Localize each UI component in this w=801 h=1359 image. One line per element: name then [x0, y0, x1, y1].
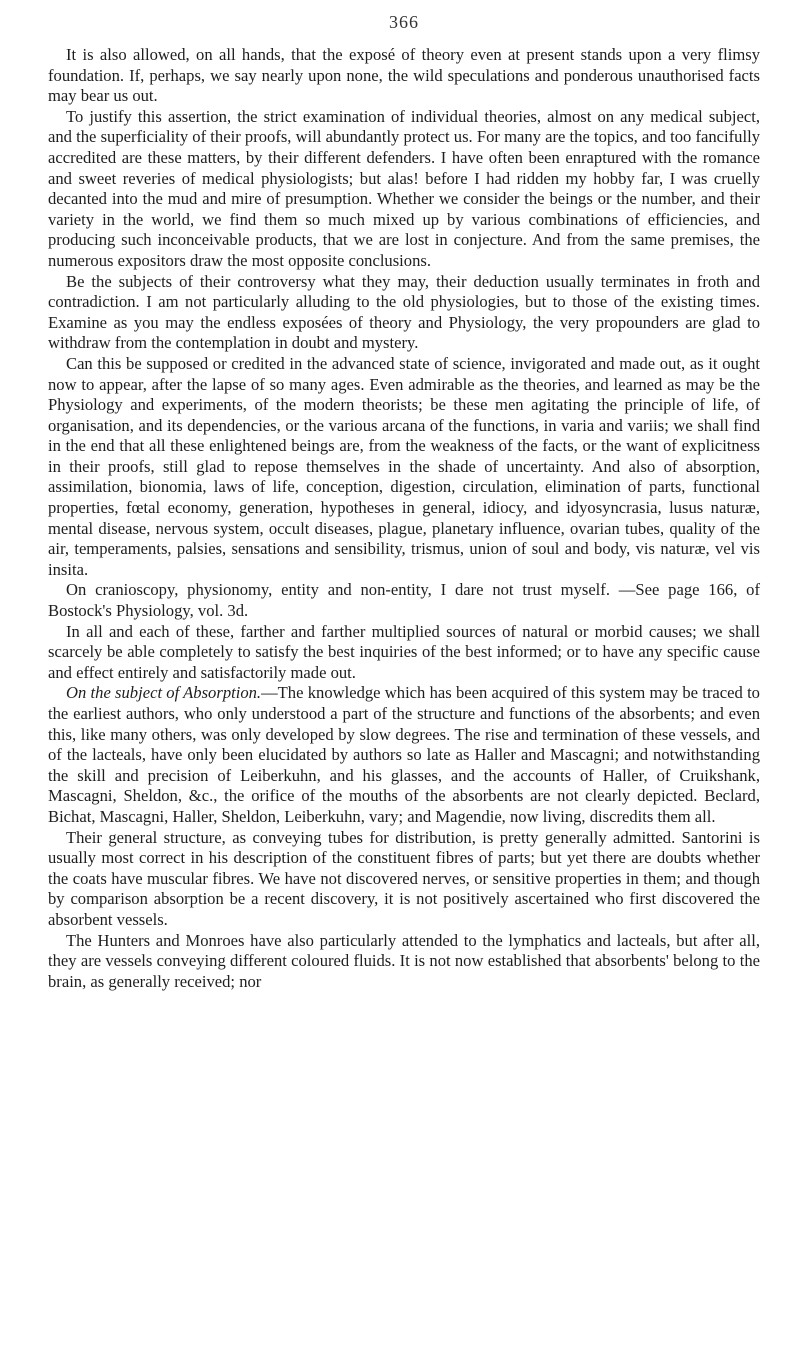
paragraph-causes: In all and each of these, farther and farther multiplied sources of natural or morbid causes; we shall scarcely be able completely to satisfy the best inquiries of the best informed; or to have any specific cause and effect entirely and satisfactorily made out.	[48, 621, 760, 682]
page-number: 366	[389, 12, 419, 32]
paragraph-advanced-science: Can this be supposed or credited in the advanced state of science, invigorated and made out, as it ought now to appear, after the lapse of so many ages. Even admirable as the theories, and learned as may be the Physiology and experiments, of the modern theorists; be these men agitating the principle of life, of organisation, and its dependencies, or the various arcana of the functions, in varia and variis; we shall find in the end that all these enlightened beings are, from the weakness of the facts, or the want of explicitness in their proofs, still glad to repose themselves in the shade of uncertainty. And also of absorption, assimilation, bionomia, laws of life, conception, digestion, circulation, elimination of parts, functional properties, fœtal economy, generation, hypotheses in general, idiocy, and idyosyncrasia, lusus naturæ, mental disease, nervous system, occult diseases, plague, planetary influence, ovarian tubes, quality of the air, temperaments, palsies, sensations and sensibility, trismus, union of soul and body, vis naturæ, vel vis insita.	[48, 353, 760, 579]
paragraph-justify-assertion: To justify this assertion, the strict examination of individual theories, almost on any medical subject, and the superficiality of their proofs, will abundantly protect us. For many are the topics, and too fancifully accredited are these matters, by their different defenders. I have often been enraptured with the romance and sweet reveries of medical physiologists; but alas! before I had ridden my hobby far, I was cruelly decanted into the mud and mire of presumption. Whether we consider the beings or the number, and their variety in the world, we find them so much mixed up by various combinations of efficiencies, and producing such inconceivable products, that we are lost in conjecture. And from the same premises, the numerous expositors draw the most opposite conclusions.	[48, 106, 760, 270]
section-heading-absorption: On the subject of Absorption.	[66, 683, 262, 703]
paragraph-controversy: Be the subjects of their controversy what they may, their deduction usually terminates in froth and contradiction. I am not particularly alluding to the old physiologies, but to those of the existing times. Examine as you may the endless exposées of theory and Physiology, the very propounders are glad to withdraw from the contemplation in doubt and mystery.	[48, 271, 760, 353]
paragraph-hunters-monroes: The Hunters and Monroes have also particularly attended to the lymphatics and lacteals, but after all, they are vessels conveying different coloured fluids. It is not now established that absorbents' belong to the brain, as generally received; nor	[48, 930, 760, 991]
paragraph-absorption	[48, 683, 760, 827]
paragraph-theory-foundation: It is also allowed, on all hands, that the exposé of theory even at present stands upon a very flimsy foundation. If, perhaps, we say nearly upon none, the wild speculations and ponderous unauthorised facts may bear us out.	[48, 45, 760, 106]
book-page	[48, 12, 760, 992]
paragraph-absorption-body: —The knowledge which has been acquired of this system may be traced to the earliest authors, who only understood a part of the structure and functions of the absorbents; and even this, like many others, was only developed by slow degrees. The rise and termination of these vessels, and of the lacteals, have only been elucidated by authors so late as Haller and Mascagni; and notwithstanding the skill and precision of Leiberkuhn, and his glasses, and the accounts of Haller, of Cruikshank, Mascagni, Sheldon, &c., the orifice of the mouths of the absorbents are not clearly depicted. Beclard, Bichat, Mascagni, Haller, Sheldon, Leiberkuhn, vary; and Magendie, now living, discredits them all.	[48, 683, 760, 826]
paragraph-structure: Their general structure, as conveying tubes for distribution, is pretty generally admitted. Santorini is usually most correct in his description of the constituent fibres of parts; but yet there are doubts whether the coats have muscular fibres. We have not discovered nerves, or sensitive properties in them; and though by comparison absorption be a recent discovery, it is not positively ascertained who first discovered the absorbent vessels.	[48, 827, 760, 929]
paragraph-cranioscopy: On cranioscopy, physionomy, entity and non-entity, I dare not trust myself. —See page 166, of Bostock's Physiology, vol. 3d.	[48, 580, 760, 621]
